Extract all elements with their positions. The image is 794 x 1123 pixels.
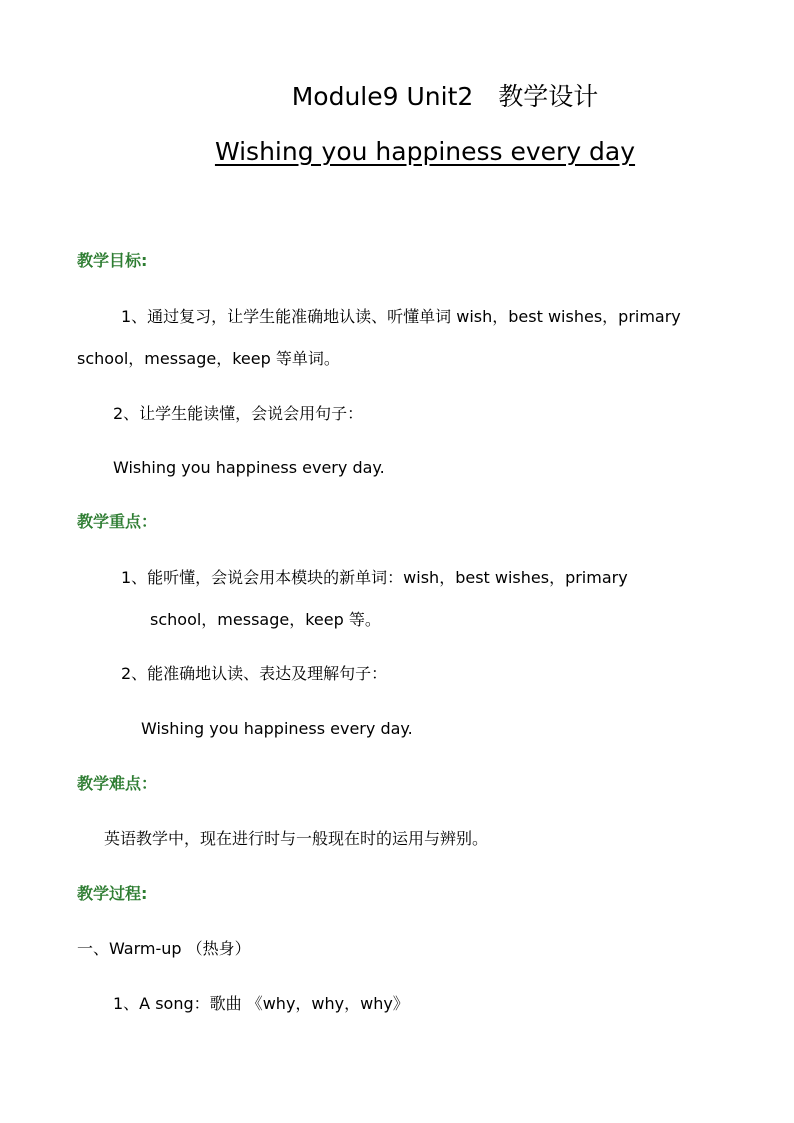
document-subtitle: Wishing you happiness every day — [214, 137, 636, 166]
key-points-heading: 教学重点： — [77, 512, 158, 531]
process-step1: 一、Warm-up （热身） — [77, 939, 251, 958]
key-points-item2-sentence: Wishing you happiness every day. — [141, 719, 413, 738]
objectives-item1-line1: 1、通过复习，让学生能准确地认读、听懂单词 wish，best wishes，primary — [121, 307, 681, 326]
key-points-item1-line1: 1、能听懂，会说会用本模块的新单词：wish，best wishes，primary — [121, 568, 628, 587]
objectives-heading: 教学目标: — [77, 251, 148, 270]
difficulties-heading: 教学难点： — [77, 774, 158, 793]
document-title: Module9 Unit2 教学设计 — [291, 82, 599, 111]
objectives-item2-sentence: Wishing you happiness every day. — [113, 458, 385, 477]
difficulties-text: 英语教学中，现在进行时与一般现在时的运用与辨别。 — [104, 829, 489, 848]
process-heading: 教学过程: — [77, 884, 148, 903]
process-step1-item1: 1、A song：歌曲 《why，why，why》 — [113, 994, 409, 1013]
objectives-item2: 2、让学生能读懂，会说会用句子： — [113, 404, 364, 423]
key-points-item1-line2: school，message，keep 等。 — [150, 610, 381, 629]
key-points-item2: 2、能准确地认读、表达及理解句子： — [121, 664, 388, 683]
objectives-item1-line2: school，message，keep 等单词。 — [77, 349, 340, 368]
